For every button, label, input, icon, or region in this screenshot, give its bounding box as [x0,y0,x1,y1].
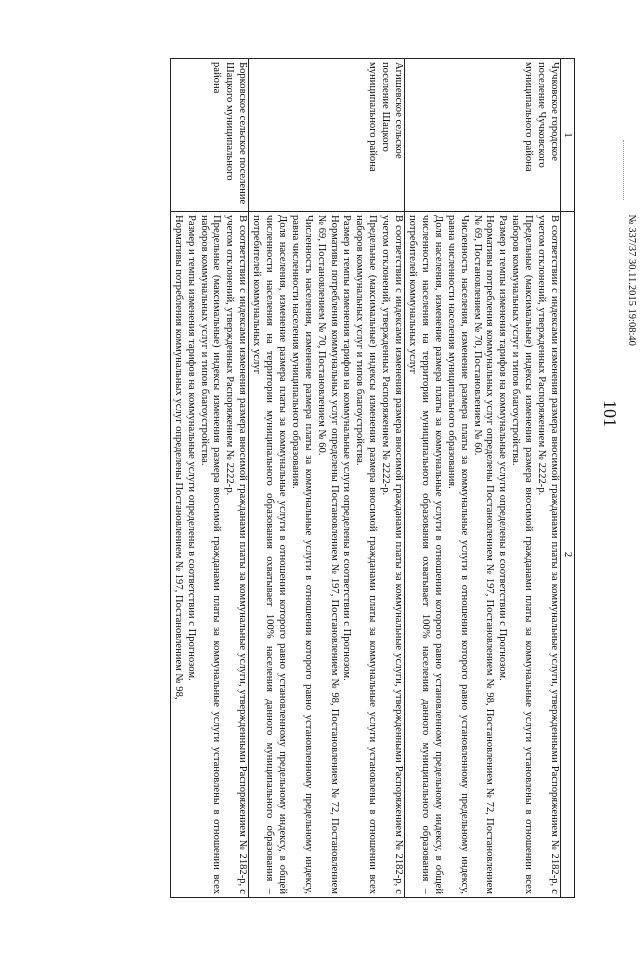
stamp-mark [623,140,640,200]
text-line: Предельные (максимальные) индексы изменения размера вносимой гражданами платы за коммунальные услуги установлены в отношении всех наборов коммунальных услуг и типов благоустройства. [510,215,535,894]
municipality-cell: Борковское сельское поселение Шацкого муниципального района [170,59,248,212]
text-line: Доля населения, изменение размера платы за коммунальные услуги в отношении которого равно установленному предельному индексу, в общей численности населения на территории муниципального образования охватывает 100% населения данного муниципального образования – потребителей коммунальных услуг [407,215,444,894]
text-line: Размер и темпы изменения тарифов на коммунальные услуги определены в соответствии с Прогнозом. [185,215,197,681]
text-line: Предельные (максимальные) индексы изменения размера вносимой гражданами платы за коммунальные услуги установлены в отношении всех наборов коммунальных услуг и типов благоустройства. [354,215,379,894]
tariff-table [170,58,575,898]
description-cell [405,212,561,898]
page-number: 101 [600,400,620,427]
table-row [249,59,405,898]
text-line: Нормативы потребления коммунальных услуг определены Постановлением № 197, Постановлением № 98, [172,215,184,700]
description-cell [170,212,248,898]
text-line: Численность населения, изменение размера платы за коммунальные услуги в отношении которого равно установленному предельному индексу, равна численности населения муниципального образования. [445,215,470,894]
document-footer [623,140,640,346]
text-line: Численность населения, изменение размера платы за коммунальные услуги в отношении которого равно установленному предельному индексу, равна численности населения муниципального образования. [289,215,314,894]
text-line: В соответствии с индексами изменения размера вносимой гражданами платы за коммунальные услуги, утвержденными Распоряжением № 2182-р, с учетом отклонений, утвержденных Распоряжением № 2222-р. [380,215,405,894]
text-line: Нормативы потребления коммунальных услуг определены Постановлением № 197, Постановлением № 98, Постановлением № 72, Постановлением № 69, Постановлением № 70, Постановлением № 60. [471,215,496,894]
text-line: Размер и темпы изменения тарифов на коммунальные услуги определены в соответствии с Прогнозом. [341,215,353,681]
column-header-2: 2 [561,212,575,898]
text-line: В соответствии с индексами изменения размера вносимой гражданами платы за коммунальные услуги, утвержденными Распоряжением № 2182-р, с учетом отклонений, утвержденных Распоряжением № 2222-р. [536,215,560,894]
column-header-1: 1 [561,59,575,212]
table-row [405,59,561,898]
text-line: Предельные (максимальные) индексы изменения размера вносимой гражданами платы за коммунальные услуги установлены в отношении всех наборов коммунальных услуг и типов благоустройства. [198,215,223,894]
municipality-cell: Чучковское городское поселение Чучковского муниципального района [405,59,561,212]
table-row [170,59,248,898]
table-header-row [561,59,575,898]
text-line: Нормативы потребления коммунальных услуг определены Постановлением № 197, Постановлением № 98, Постановлением № 72, Постановлением № 69, Постановлением № 70, Постановлением № 60. [315,215,340,894]
text-line: Размер и темпы изменения тарифов на коммунальные услуги определены в соответствии с Прогнозом. [497,215,509,681]
document-reference: № 337/37 30.11.2015 19:08:40 [626,214,638,346]
description-cell [249,212,405,898]
text-line: Доля населения, изменение размера платы за коммунальные услуги в отношении которого равно установленному предельному индексу, в общей численности населения на территории муниципального образования охватывает 100% населения данного муниципального образования – потребителей коммунальных услуг [251,215,288,894]
rotated-page-content [0,58,575,963]
municipality-cell: Агишевское сельское поселение Шацкого муниципального района [249,59,405,212]
text-line: В соответствии с индексами изменения размера вносимой гражданами платы за коммунальные услуги, утвержденными Распоряжением № 2182-р, с учетом отклонений, утвержденных Распоряжением № 2222-р. [224,215,249,894]
